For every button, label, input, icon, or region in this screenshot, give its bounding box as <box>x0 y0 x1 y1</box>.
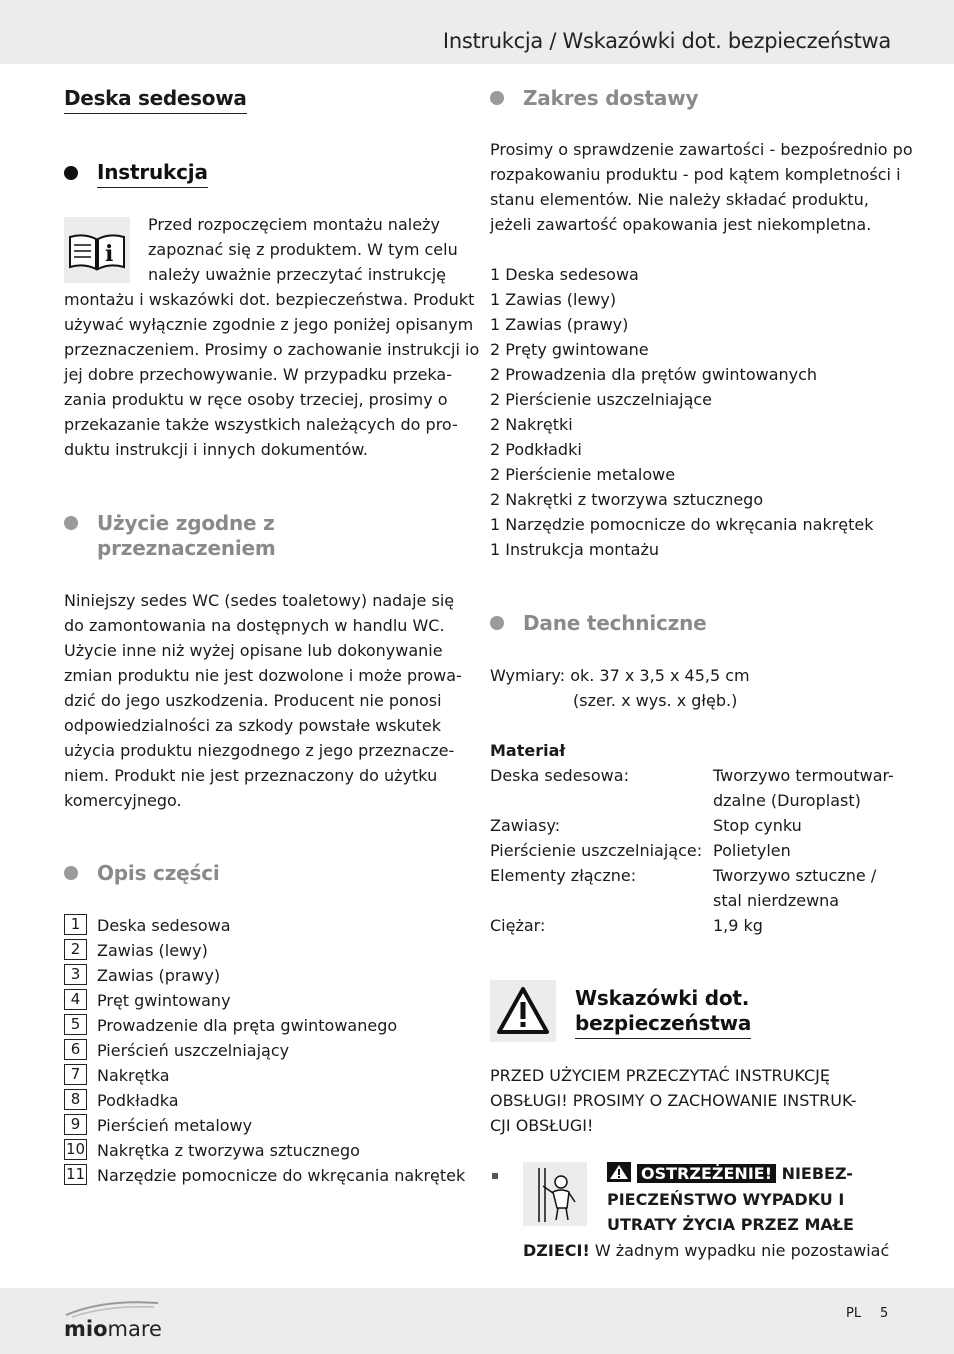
brand-logo <box>64 1297 164 1343</box>
instr-line: jej dobre przechowywanie. W przypadku przeka- <box>64 365 452 384</box>
instr-line: zania produktu w ręce osoby trzeciej, prosimy o <box>64 390 448 409</box>
material-value: Tworzywo termoutwar- <box>713 766 894 785</box>
use-line: odpowiedzialności za szkody powstałe wskutek <box>64 716 441 735</box>
use-line: użycia produktu niezgodnego z jego przeznacze- <box>64 741 455 760</box>
part-number: 9 <box>64 1114 87 1135</box>
scope-heading: Zakres dostawy <box>523 86 699 110</box>
scope-item: 2 Pierścienie metalowe <box>490 465 676 484</box>
scope-item: 2 Nakrętki z tworzywa sztucznego <box>490 490 764 509</box>
use-line: Użycie inne niż wyżej opisane lub dokonywanie <box>64 641 443 660</box>
part-number: 2 <box>64 939 87 960</box>
scope-item: 2 Nakrętki <box>490 415 573 434</box>
dimensions-note: (szer. x wys. x głęb.) <box>573 691 738 710</box>
warning-line2: PIECZEŃSTWO WYPADKU I <box>607 1190 845 1209</box>
use-line: dzić do jego uszkodzenia. Producent nie ponosi <box>64 691 442 710</box>
use-line: niem. Produkt nie jest przeznaczony do użytku <box>64 766 438 785</box>
list-bullet <box>492 1173 498 1179</box>
part-label: Pręt gwintowany <box>97 991 231 1010</box>
part-label: Podkładka <box>97 1091 179 1110</box>
warning-line4 <box>523 1238 889 1263</box>
warning-triangle-small-icon <box>607 1162 631 1189</box>
warning-children: DZIECI! <box>523 1241 590 1260</box>
warning-label: OSTRZEŻENIE! <box>637 1164 776 1183</box>
scope-line: stanu elementów. Nie należy składać produktu, <box>490 190 869 209</box>
part-number: 4 <box>64 989 87 1010</box>
safety-heading-line1: Wskazówki dot. <box>575 986 750 1010</box>
part-label: Prowadzenie dla pręta gwintowanego <box>97 1016 398 1035</box>
instr-line: przeznaczeniem. Prosimy o zachowanie instrukcji io <box>64 340 480 359</box>
scope-line: rozpakowaniu produktu - pod kątem kompletności i <box>490 165 901 184</box>
child-danger-icon <box>523 1162 587 1226</box>
warning-rest: W żadnym wypadku nie pozostawiać <box>589 1241 890 1260</box>
warning-triangle-icon <box>490 980 556 1042</box>
instr-line: przekazanie także wszystkich należących do pro- <box>64 415 458 434</box>
use-line: do zamontowania na dostępnych w handlu WC. <box>64 616 445 635</box>
material-value: Stop cynku <box>713 816 802 835</box>
instr-line: Przed rozpoczęciem montażu należy <box>148 215 440 234</box>
use-heading-line2: przeznaczeniem <box>97 536 276 560</box>
scope-item: 2 Prowadzenia dla prętów gwintowanych <box>490 365 818 384</box>
part-label: Pierścień metalowy <box>97 1116 253 1135</box>
instr-line: montażu i wskazówki dot. bezpieczeństwa. Produkt <box>64 290 475 309</box>
material-key: Deska sedesowa: <box>490 766 629 785</box>
material-value: stal nierdzewna <box>713 891 840 910</box>
brand-bold: mio <box>64 1317 108 1341</box>
part-number: 1 <box>64 914 87 935</box>
material-key: Ciężar: <box>490 916 546 935</box>
instr-line: należy uważnie przeczytać instrukcję <box>148 265 446 284</box>
material-value: dzalne (Duroplast) <box>713 791 861 810</box>
use-heading-line1: Użycie zgodne z <box>97 511 275 535</box>
brand-thin: mare <box>107 1317 162 1341</box>
instr-line: używać wyłącznie zgodnie z jego poniżej opisanym <box>64 315 474 334</box>
material-key: Zawiasy: <box>490 816 561 835</box>
material-key: Pierścienie uszczelniające: <box>490 841 703 860</box>
svg-text:i: i <box>105 241 114 267</box>
page-number: 5 <box>880 1306 889 1321</box>
scope-item: 2 Pierścienie uszczelniające <box>490 390 713 409</box>
material-value: Polietylen <box>713 841 791 860</box>
scope-item: 1 Instrukcja montażu <box>490 540 659 559</box>
product-title: Deska sedesowa <box>64 86 247 114</box>
scope-item: 1 Narzędzie pomocnicze do wkręcania nakrętek <box>490 515 874 534</box>
scope-line: Prosimy o sprawdzenie zawartości - bezpośrednio po <box>490 140 913 159</box>
part-label: Deska sedesowa <box>97 916 231 935</box>
dimensions-line: Wymiary: ok. 37 x 3,5 x 45,5 cm <box>490 666 750 685</box>
bullet-dot <box>490 616 504 630</box>
material-value: 1,9 kg <box>713 916 763 935</box>
bullet-dot <box>490 91 504 105</box>
warning-text: NIEBEZ- <box>776 1164 853 1183</box>
part-label: Nakrętka <box>97 1066 170 1085</box>
safety-heading-line2: bezpieczeństwa <box>575 1011 751 1039</box>
instr-line: zapoznać się z produktem. W tym celu <box>148 240 458 259</box>
scope-item: 1 Zawias (lewy) <box>490 290 617 309</box>
material-key: Elementy złączne: <box>490 866 637 885</box>
part-label: Pierścień uszczelniający <box>97 1041 290 1060</box>
warning-line3: UTRATY ŻYCIA PRZEZ MAŁE <box>607 1215 854 1234</box>
part-number: 8 <box>64 1089 87 1110</box>
use-line: komercyjnego. <box>64 791 182 810</box>
use-line: zmian produktu nie jest dozwolone i może prowa- <box>64 666 462 685</box>
part-number: 5 <box>64 1014 87 1035</box>
part-number: 3 <box>64 964 87 985</box>
part-number: 11 <box>65 1165 86 1183</box>
warning-line1 <box>607 1161 853 1189</box>
scope-line: jeżeli zawartość opakowania jest niekompletna. <box>490 215 872 234</box>
use-line: Niniejszy sedes WC (sedes toaletowy) nadaje się <box>64 591 455 610</box>
bullet-dot <box>64 866 78 880</box>
info-book-icon <box>64 217 130 283</box>
scope-item: 2 Podkładki <box>490 440 582 459</box>
parts-heading: Opis części <box>97 861 220 885</box>
instr-heading: Instrukcja <box>97 160 208 188</box>
material-value: Tworzywo sztuczne / <box>713 866 877 885</box>
bullet-dot <box>64 516 78 530</box>
scope-item: 2 Pręty gwintowane <box>490 340 649 359</box>
part-number: 6 <box>64 1039 87 1060</box>
tech-heading: Dane techniczne <box>523 611 707 635</box>
safety-caps-line: CJI OBSŁUGI! <box>490 1116 594 1135</box>
safety-caps-line: PRZED UŻYCIEM PRZECZYTAĆ INSTRUKCJĘ <box>490 1066 830 1085</box>
part-label: Narzędzie pomocnicze do wkręcania nakrętek <box>97 1166 466 1185</box>
part-label: Zawias (prawy) <box>97 966 221 985</box>
part-number: 7 <box>64 1064 87 1085</box>
scope-item: 1 Deska sedesowa <box>490 265 639 284</box>
language-code: PL <box>846 1306 862 1321</box>
part-label: Zawias (lewy) <box>97 941 208 960</box>
instr-line: duktu instrukcji i innych dokumentów. <box>64 440 368 459</box>
safety-caps-line: OBSŁUGI! PROSIMY O ZACHOWANIE INSTRUK- <box>490 1091 857 1110</box>
part-number: 10 <box>65 1140 86 1158</box>
scope-item: 1 Zawias (prawy) <box>490 315 629 334</box>
part-label: Nakrętka z tworzywa sztucznego <box>97 1141 360 1160</box>
material-heading: Materiał <box>490 741 566 760</box>
bullet-dot <box>64 166 78 180</box>
page-header-title: Instrukcja / Wskazówki dot. bezpieczeństwa <box>442 29 891 53</box>
